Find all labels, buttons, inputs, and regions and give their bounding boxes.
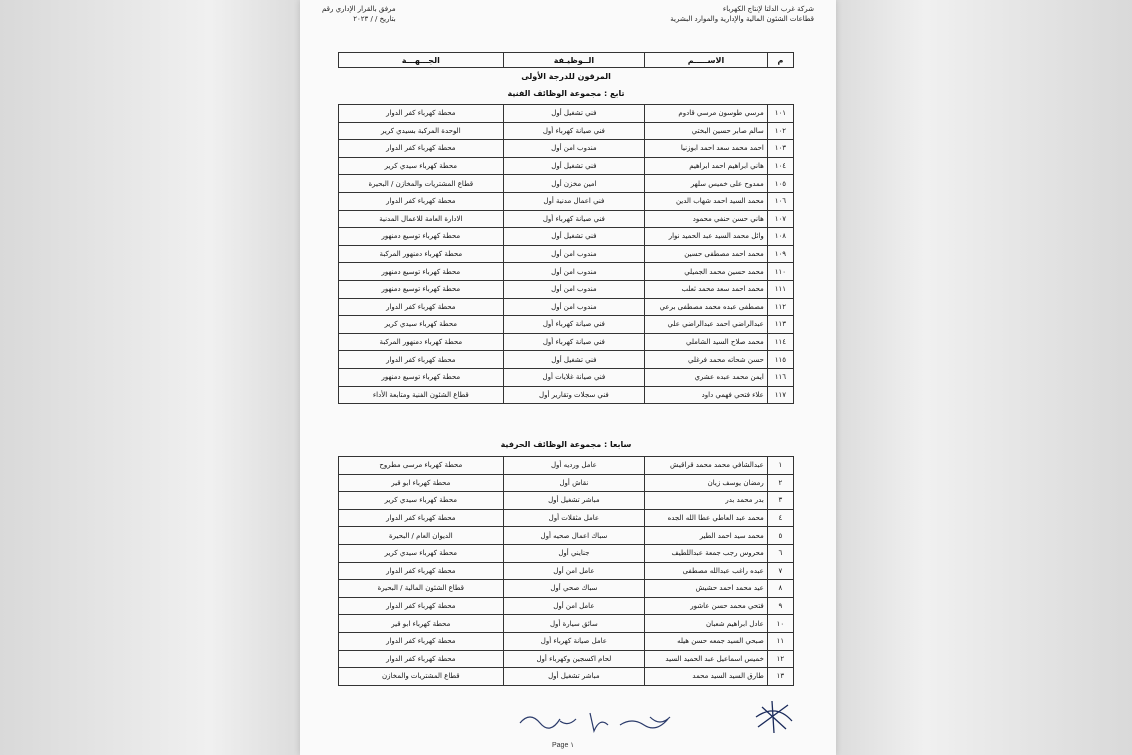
row-dept: محطة كهرباء كفر الدوار — [339, 650, 504, 668]
row-job: مندوب امن أول — [503, 245, 645, 263]
row-dept: محطة كهرباء دمنهور المركبة — [339, 333, 504, 351]
table-row — [339, 492, 794, 510]
row-job: فني تشغيل أول — [503, 157, 645, 175]
row-name: مصطفى عبده محمد مصطفى برعي — [645, 298, 768, 316]
row-number: ١٠٣ — [767, 140, 793, 158]
row-job: فني تشغيل أول — [503, 351, 645, 369]
row-number: ١١ — [767, 632, 793, 650]
table-row — [339, 632, 794, 650]
row-job: لحام اكسجين وكهرباء أول — [503, 650, 645, 668]
row-name: محمد احمد مصطفى حسين — [645, 245, 768, 263]
row-job: فني صيانة كهرباء أول — [503, 122, 645, 140]
row-number: ٦ — [767, 544, 793, 562]
row-job: عامل ورديه أول — [503, 457, 645, 475]
row-number: ١٠٦ — [767, 192, 793, 210]
group1-title: تابع : مجموعة الوظائف الفنية — [507, 89, 625, 98]
row-dept: محطة كهرباء كفر الدوار — [339, 597, 504, 615]
row-name: سالم صابر حسين البختي — [645, 122, 768, 140]
row-name: محمد صلاح السيد الشاملي — [645, 333, 768, 351]
row-dept: محطة كهرباء ابو قير — [339, 474, 504, 492]
row-number: ١٠١ — [767, 105, 793, 123]
row-number: ١٠٥ — [767, 175, 793, 193]
table-row — [339, 668, 794, 686]
row-dept: محطة كهرباء سيدي كرير — [339, 492, 504, 510]
row-job: عامل مثقلات أول — [503, 509, 645, 527]
row-number: ١١٥ — [767, 351, 793, 369]
row-dept: قطاع المشتريات والمخازن — [339, 668, 504, 686]
row-name: ايمن محمد عبده عشري — [645, 368, 768, 386]
row-job: فني تشغيل أول — [503, 105, 645, 123]
row-number: ١٠٧ — [767, 210, 793, 228]
row-name: محروس رجب جمعة عبداللطيف — [645, 544, 768, 562]
row-name: محمد حسين محمد الجميلي — [645, 263, 768, 281]
row-job: فني صيانة كهرباء أول — [503, 316, 645, 334]
table-row — [339, 509, 794, 527]
row-name: فتحي محمد حسن عاشور — [645, 597, 768, 615]
decision-date: بتاريخ / / ٢٠٢٣ — [353, 15, 396, 23]
row-job: سباك صحي أول — [503, 580, 645, 598]
row-dept: محطة كهرباء كفر الدوار — [339, 562, 504, 580]
background-left — [0, 0, 300, 755]
page-number: Page ١ — [552, 742, 575, 749]
column-num: م — [767, 53, 793, 68]
decision-reference: مرفق بالقرار الإداري رقم — [322, 5, 396, 13]
table-row — [339, 474, 794, 492]
row-dept: محطة كهرباء كفر الدوار — [339, 105, 504, 123]
row-name: هاني حسن حنفي محمود — [645, 210, 768, 228]
row-name: خميس اسماعيل عبد الحميد السيد — [645, 650, 768, 668]
row-number: ٥ — [767, 527, 793, 545]
table-row — [339, 333, 794, 351]
row-dept: محطة كهرباء كفر الدوار — [339, 192, 504, 210]
row-dept: محطة كهرباء سيدي كرير — [339, 316, 504, 334]
row-job: مباشر تشغيل أول — [503, 668, 645, 686]
column-job: الــوظيـفة — [503, 53, 645, 68]
row-dept: محطة كهرباء سيدي كرير — [339, 157, 504, 175]
row-name: محمد عبد العاطي عطا الله الجده — [645, 509, 768, 527]
group2-table — [338, 456, 794, 686]
table-row — [339, 105, 794, 123]
table-row — [339, 544, 794, 562]
table-row — [339, 580, 794, 598]
row-name: بدر محمد بدر — [645, 492, 768, 510]
row-name: صبحي السيد جمعه حسن هيله — [645, 632, 768, 650]
row-name: رمضان يوسف زيان — [645, 474, 768, 492]
row-number: ١١٧ — [767, 386, 793, 404]
row-dept: محطة كهرباء ابو قير — [339, 615, 504, 633]
row-number: ١٠٢ — [767, 122, 793, 140]
row-number: ٧ — [767, 562, 793, 580]
row-name: علاء فتحي فهمي داود — [645, 386, 768, 404]
table-row — [339, 157, 794, 175]
row-name: وائل محمد السيد عبد الحميد نوار — [645, 228, 768, 246]
row-name: طارق السيد السيد محمد — [645, 668, 768, 686]
table-row — [339, 316, 794, 334]
row-number: ١١٤ — [767, 333, 793, 351]
row-number: ١ — [767, 457, 793, 475]
row-number: ١٠٩ — [767, 245, 793, 263]
row-job: فني صيانة غلايات أول — [503, 368, 645, 386]
row-number: ١٢ — [767, 650, 793, 668]
row-job: فني سجلات وتقارير أول — [503, 386, 645, 404]
table-row — [339, 140, 794, 158]
table-row — [339, 650, 794, 668]
row-number: ٩ — [767, 597, 793, 615]
reference-header — [322, 4, 396, 24]
row-job: نقاش أول — [503, 474, 645, 492]
table-row — [339, 386, 794, 404]
row-name: عيد محمد احمد حشيش — [645, 580, 768, 598]
row-dept: محطة كهرباء مرسى مطروح — [339, 457, 504, 475]
table-row — [339, 122, 794, 140]
table-row — [339, 562, 794, 580]
table-row — [339, 280, 794, 298]
row-job: مندوب امن أول — [503, 140, 645, 158]
row-dept: محطة كهرباء توسيع دمنهور — [339, 228, 504, 246]
row-name: عبده راغب عبدالله مصطفى — [645, 562, 768, 580]
row-name: محمد سيد احمد الطير — [645, 527, 768, 545]
row-dept: محطة كهرباء توسيع دمنهور — [339, 280, 504, 298]
row-dept: محطة كهرباء كفر الدوار — [339, 298, 504, 316]
row-name: محمد السيد احمد شهاب الدين — [645, 192, 768, 210]
row-dept: محطة كهرباء توسيع دمنهور — [339, 263, 504, 281]
row-number: ١٠٨ — [767, 228, 793, 246]
row-job: عامل صيانة كهرباء أول — [503, 632, 645, 650]
column-header-table — [338, 52, 794, 68]
column-name: الاســـــم — [645, 53, 768, 68]
row-number: ٢ — [767, 474, 793, 492]
row-dept: محطة كهرباء كفر الدوار — [339, 140, 504, 158]
row-job: عامل امن أول — [503, 562, 645, 580]
section-title: المرقون للدرجة الأولى — [521, 72, 611, 81]
company-department: قطاعات الشئون المالية والإدارية والموارد البشرية — [670, 15, 814, 23]
table-row — [339, 527, 794, 545]
row-dept: محطة كهرباء كفر الدوار — [339, 632, 504, 650]
row-name: هاني ابراهيم احمد ابراهيم — [645, 157, 768, 175]
row-job: مندوب امن أول — [503, 298, 645, 316]
table-row — [339, 175, 794, 193]
row-job: عامل امن أول — [503, 597, 645, 615]
table-row — [339, 298, 794, 316]
row-number: ٨ — [767, 580, 793, 598]
row-number: ١١٦ — [767, 368, 793, 386]
row-job: امين مخزن أول — [503, 175, 645, 193]
table-row — [339, 351, 794, 369]
table-row — [339, 245, 794, 263]
row-job: جنايني أول — [503, 544, 645, 562]
table-row — [339, 597, 794, 615]
group1-table — [338, 104, 794, 404]
row-name: مرسي طوسون مرسي قادوم — [645, 105, 768, 123]
row-dept: محطة كهرباء سيدي كرير — [339, 544, 504, 562]
table-row — [339, 263, 794, 281]
row-dept: قطاع الشئون المالية / البحيرة — [339, 580, 504, 598]
signatures-graphic — [500, 703, 710, 739]
row-name: محمد احمد سعد محمد ثعلب — [645, 280, 768, 298]
table-row — [339, 457, 794, 475]
table-row — [339, 192, 794, 210]
row-dept: محطة كهرباء توسيع دمنهور — [339, 368, 504, 386]
row-dept: محطة كهرباء كفر الدوار — [339, 509, 504, 527]
row-name: ممدوح على خميس سلهر — [645, 175, 768, 193]
row-number: ٣ — [767, 492, 793, 510]
table-row — [339, 210, 794, 228]
row-job: سباك اعمال صحيه أول — [503, 527, 645, 545]
row-number: ١٠ — [767, 615, 793, 633]
row-job: فني اعمال مدنية أول — [503, 192, 645, 210]
row-name: عبدالشافي محمد محمد قراقيش — [645, 457, 768, 475]
row-dept: قطاع الشئون الفنية ومتابعة الأداء — [339, 386, 504, 404]
row-dept: الديوان العام / البحيرة — [339, 527, 504, 545]
row-job: فني تشغيل أول — [503, 228, 645, 246]
row-dept: الوحدة المركبة بسيدي كرير — [339, 122, 504, 140]
table-row — [339, 615, 794, 633]
row-job: مندوب امن أول — [503, 280, 645, 298]
row-name: احمد محمد سعد احمد ابوزنيا — [645, 140, 768, 158]
row-job: مباشر تشغيل أول — [503, 492, 645, 510]
row-number: ١١٢ — [767, 298, 793, 316]
row-number: ١٠٤ — [767, 157, 793, 175]
row-job: سائق سيارة أول — [503, 615, 645, 633]
row-dept: الادارة العامة للاعمال المدنية — [339, 210, 504, 228]
company-header — [670, 4, 814, 24]
row-dept: محطة كهرباء دمنهور المركبة — [339, 245, 504, 263]
row-dept: محطة كهرباء كفر الدوار — [339, 351, 504, 369]
stamp-signature-graphic — [752, 697, 796, 737]
background-right — [836, 0, 1132, 755]
row-name: عادل ابراهيم شعبان — [645, 615, 768, 633]
row-job: فني صيانة كهرباء أول — [503, 210, 645, 228]
row-number: ١١١ — [767, 280, 793, 298]
company-name: شركة غرب الدلتا لإنتاج الكهرباء — [722, 5, 814, 13]
row-job: مندوب امن أول — [503, 263, 645, 281]
row-number: ١١٣ — [767, 316, 793, 334]
row-number: ١١٠ — [767, 263, 793, 281]
row-number: ١٣ — [767, 668, 793, 686]
table-row — [339, 368, 794, 386]
row-name: عبدالراضي احمد عبدالراضي علي — [645, 316, 768, 334]
row-job: فني صيانة كهرباء أول — [503, 333, 645, 351]
column-dept: الجـــهـــة — [339, 53, 504, 68]
table-row — [339, 228, 794, 246]
document-page — [300, 0, 836, 755]
row-number: ٤ — [767, 509, 793, 527]
row-dept: قطاع المشتريات والمخازن / البحيرة — [339, 175, 504, 193]
group2-title: سابعا : مجموعة الوظائف الحرفية — [500, 440, 632, 449]
row-name: حسن شحاته محمد فرغلي — [645, 351, 768, 369]
